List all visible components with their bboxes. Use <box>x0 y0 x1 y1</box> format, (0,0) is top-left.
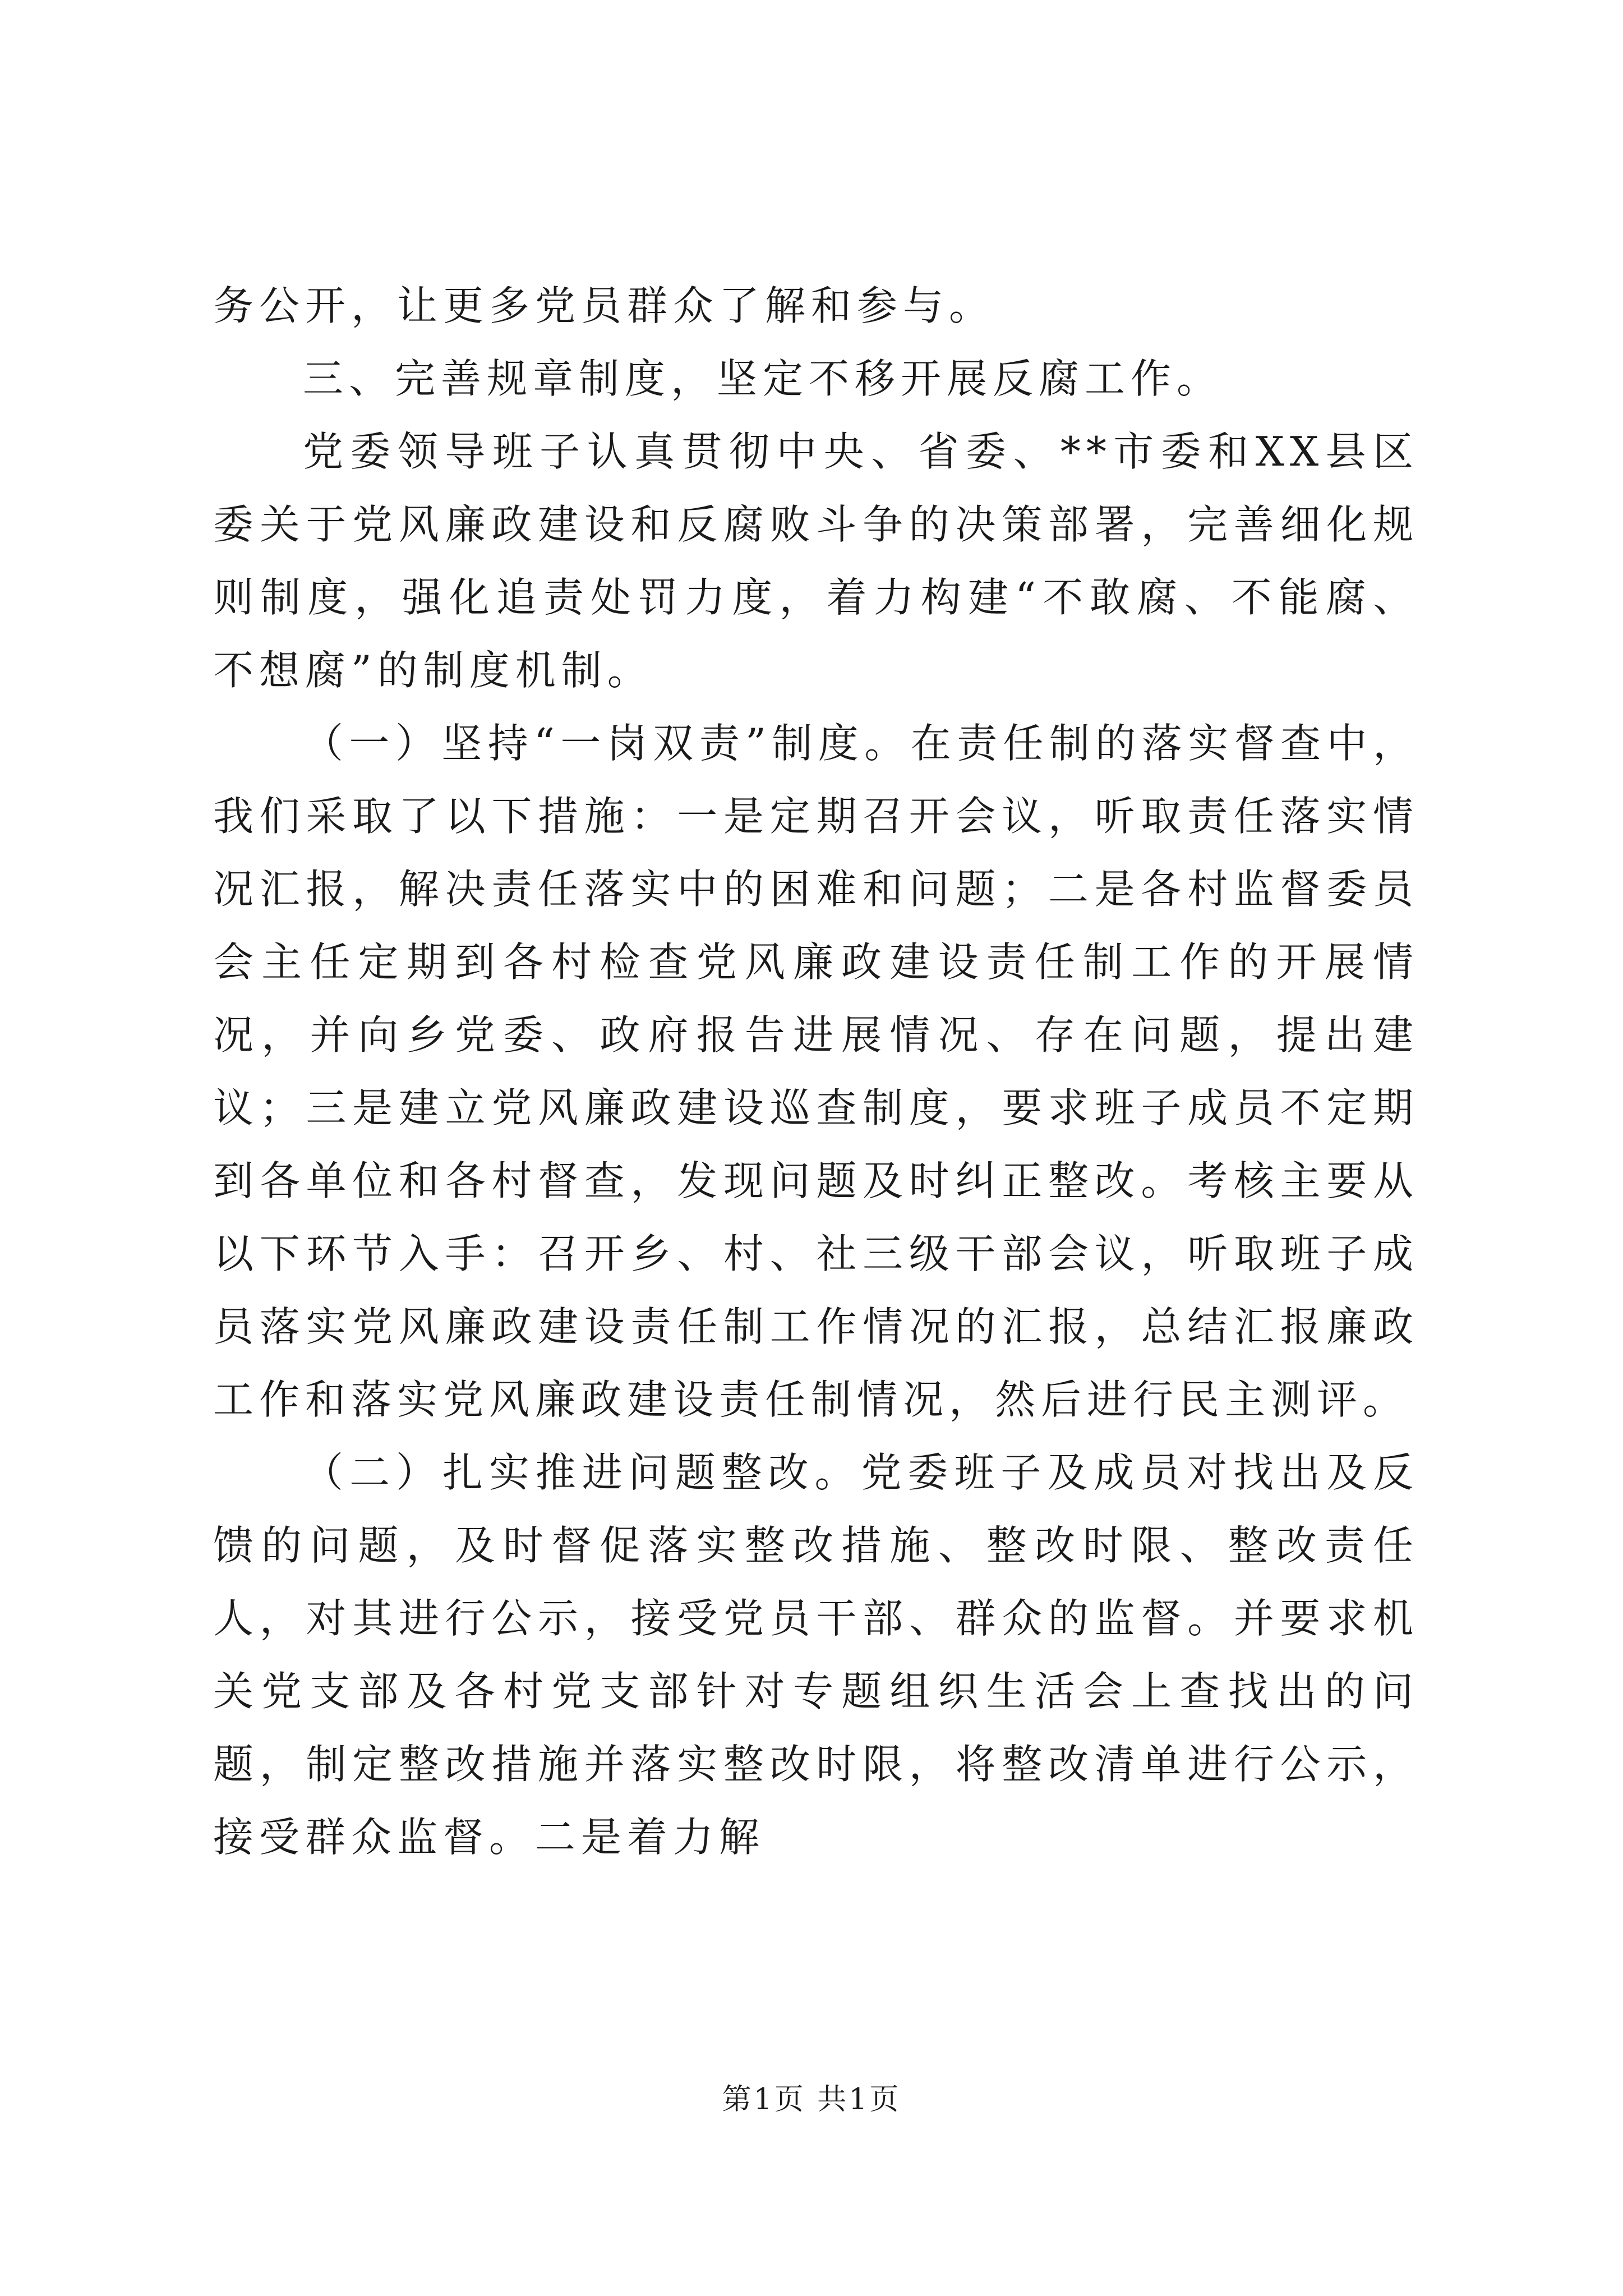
paragraph-intro: 党委领导班子认真贯彻中央、省委、**市委和XX县区委关于党风廉政建设和反腐败斗争的决策部署，完善细化规则制度，强化追责处罚力度，着力构建“不敢腐、不能腐、不想腐”的制度机制。 <box>213 428 1419 694</box>
page-number-label: 第1页 共1页 <box>722 2083 901 2116</box>
page-footer <box>0 2076 1623 2118</box>
paragraph-subsection-1: （一）坚持“一岗双责”制度。在责任制的落实督查中，我们采取了以下措施：一是定期召开会议，听取责任落实情况汇报，解决责任落实中的困难和问题；二是各村监督委员会主任定期到各村检查党风廉政建设责任制工作的开展情况，并向乡党委、政府报告进展情况、存在问题，提出建议；三是建立党风廉政建设巡查制度，要求班子成员不定期到各单位和各村督查，发现问题及时纠正整改。考核主要从以下环节入手：召开乡、村、社三级干部会议，听取班子成员落实党风廉政建设责任制工作情况的汇报，总结汇报廉政工作和落实党风廉政建设责任制情况，然后进行民主测评。 <box>213 720 1419 1423</box>
paragraph-subsection-2: （二）扎实推进问题整改。党委班子及成员对找出及反馈的问题，及时督促落实整改措施、整改时限、整改责任人，对其进行公示，接受党员干部、群众的监督。并要求机关党支部及各村党支部针对专题组织生活会上查找出的问题，制定整改措施并落实整改时限，将整改清单进行公示，接受群众监督。二是着力解 <box>213 1449 1419 1861</box>
section-heading-3: 三、完善规章制度，坚定不移开展反腐工作。 <box>303 355 1223 402</box>
paragraph-continuation: 务公开，让更多党员群众了解和参与。 <box>213 282 995 329</box>
document-body <box>213 269 1419 1874</box>
